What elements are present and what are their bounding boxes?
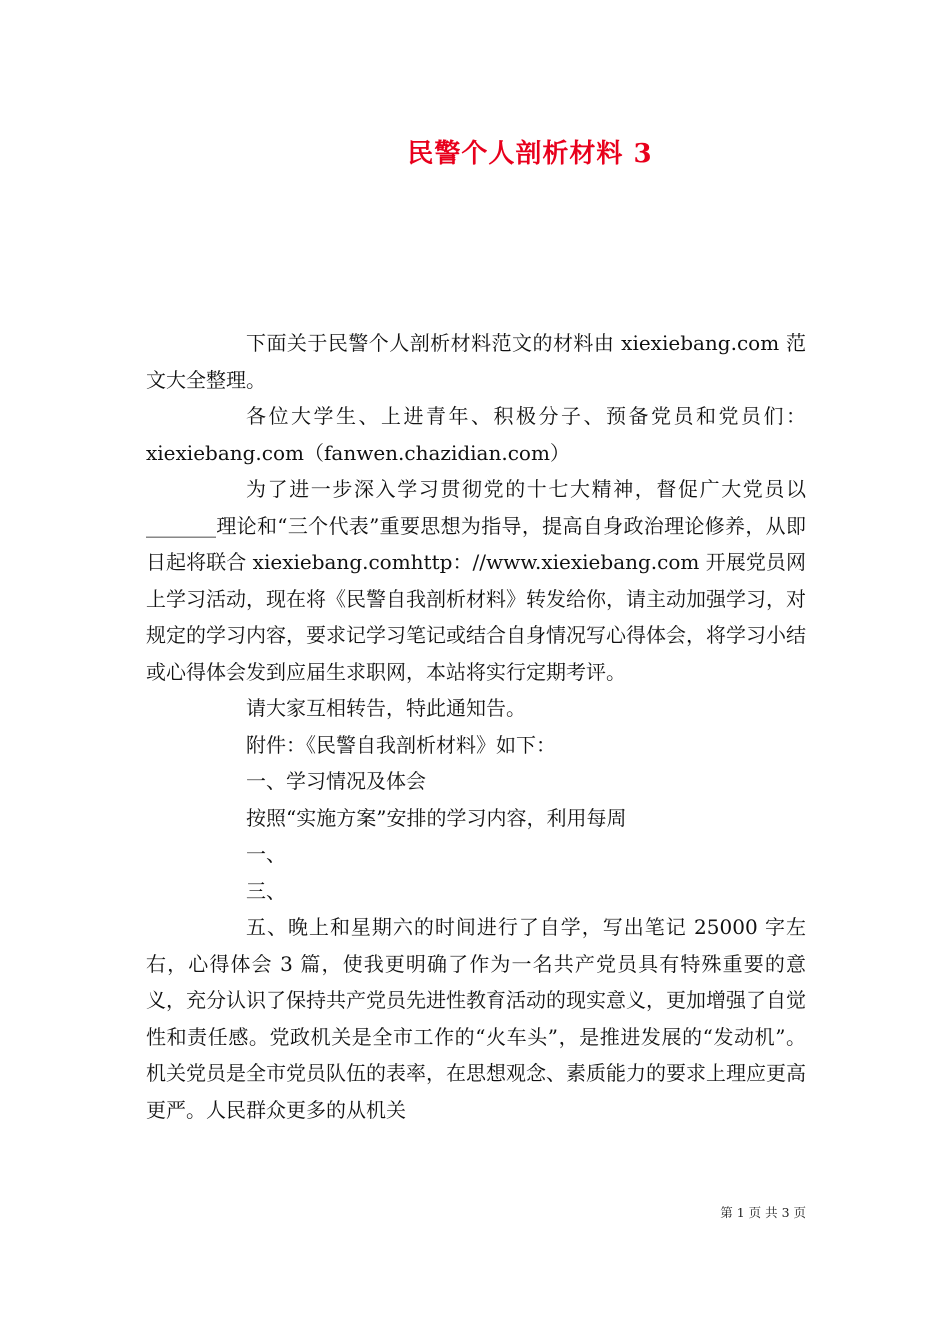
paragraph-self-study: 五、晚上和星期六的时间进行了自学，写出笔记 25000 字左右，心得体会 3 篇，使我更明确了作为一名共产党员具有特殊重要的意义，充分认识了保持共产党员先进性教育活动的现实意义，更加增强了自觉性和责任感。党政机关是全市工作的“火车头”，是推进发展的“发动机”。机关党员是全市党员队伍的表率，在思想观念、素质能力的要求上理应更高更严。人民群众更多的从机关 bbox=[146, 915, 806, 1122]
section-heading-study: 一、学习情况及体会 bbox=[246, 769, 426, 793]
document-title: 民警个人剖析材料 3 bbox=[407, 139, 653, 169]
list-marker-one: 一、 bbox=[246, 842, 286, 866]
paragraph-attachment: 附件：《民警自我剖析材料》如下： bbox=[246, 732, 556, 757]
paragraph-greeting: 各位大学生、上进青年、积极分子、预备党员和党员们：xiexiebang.com（fanwen.chazidian.com） bbox=[146, 404, 806, 465]
list-marker-three: 三、 bbox=[246, 878, 286, 903]
document-body bbox=[146, 325, 806, 1128]
paragraph-intro: 下面关于民警个人剖析材料范文的材料由 xiexiebang.com 范文大全整理。 bbox=[146, 331, 806, 392]
paragraph-schedule: 按照“实施方案”安排的学习内容，利用每周 bbox=[246, 805, 627, 830]
page-footer: 第 1 页 共 3 页 bbox=[720, 1205, 806, 1220]
paragraph-notice: 为了进一步深入学习贯彻党的十七大精神，督促广大党员以_______理论和“三个代表”重要思想为指导，提高自身政治理论修养，从即日起将联合 xiexiebang.comhttp：//www.xiexiebang.com 开展党员网上学习活动，现在将《民警自我剖析材料》转发给你，请主动加强学习，对规定的学习内容，要求记学习笔记或结合自身情况写心得体会，将学习小结或心得体会发到应届生求职网，本站将实行定期考评。 bbox=[146, 477, 806, 684]
paragraph-forward: 请大家互相转告，特此通知告。 bbox=[246, 696, 526, 720]
